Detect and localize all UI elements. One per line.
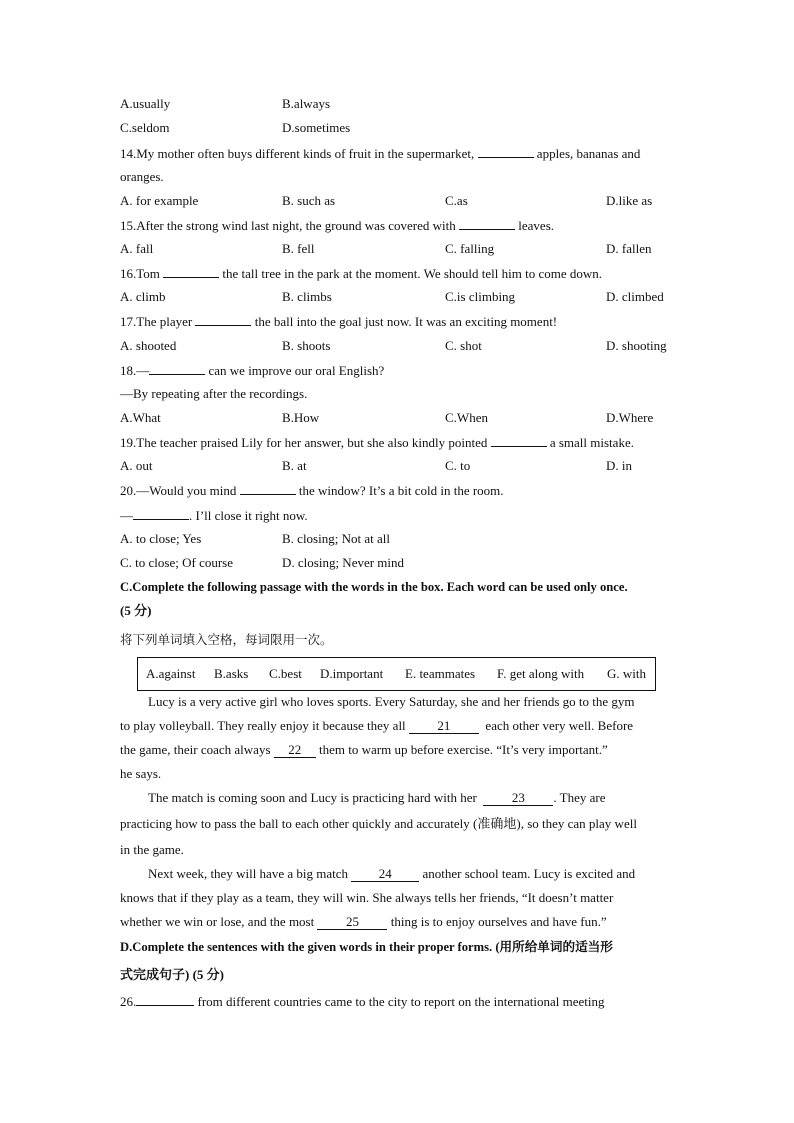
blank-24[interactable]: 24 <box>351 867 419 882</box>
blank-22[interactable]: 22 <box>274 743 316 758</box>
q20-option-a: A. to close; Yes <box>120 531 202 546</box>
passage-text: Next week, they will have a big match <box>148 866 348 881</box>
q16-text-b: the tall tree in the park at the moment. We should tell him to come down. <box>222 266 603 281</box>
q13-option-b: B.always <box>282 96 331 111</box>
passage-text: them to warm up before exercise. “It’s very important.” <box>319 742 608 757</box>
q16-text-a: 16.Tom <box>120 266 160 281</box>
q26-blank[interactable] <box>136 993 194 1006</box>
q19-question <box>120 434 634 451</box>
q19-text-a: 19.The teacher praised Lily for her answer, but she also kindly pointed <box>120 435 488 450</box>
q16-option-a: A. climb <box>120 289 166 304</box>
word-box-item-a: A.against <box>146 666 196 681</box>
q14-text-a: 14.My mother often buys different kinds of fruit in the supermarket, <box>120 146 475 161</box>
word-box-item-c: C.best <box>269 666 302 681</box>
q14-option-c: C.as <box>445 193 468 208</box>
q18-option-d: D.Where <box>606 410 654 425</box>
q20-text-a: 20.—Would you mind <box>120 483 237 498</box>
passage-p3-line2: knows that if they play as a team, they will win. She always tells her friends, “It doesn’t matter <box>120 890 614 905</box>
passage-p1-line3 <box>120 742 608 758</box>
q17-question <box>120 313 557 330</box>
word-box-item-b: B.asks <box>214 666 249 681</box>
q20-question <box>120 482 504 499</box>
q16-question <box>120 265 602 282</box>
word-box-item-g: G. with <box>607 666 646 681</box>
q13-option-a: A.usually <box>120 96 171 111</box>
q16-option-c: C.is climbing <box>445 289 516 304</box>
q15-option-c: C. falling <box>445 241 495 256</box>
word-box-item-e: E. teammates <box>405 666 476 681</box>
section-c-heading: C.Complete the following passage with the words in the box. Each word can be used only once. <box>120 580 628 594</box>
passage-text: to play volleyball. They really enjoy it because they all <box>120 718 406 733</box>
q17-option-b: B. shoots <box>282 338 331 353</box>
q13-option-c: C.seldom <box>120 120 170 135</box>
q17-option-d: D. shooting <box>606 338 667 353</box>
passage-text: The match is coming soon and Lucy is practicing hard with her <box>148 790 477 805</box>
blank-23[interactable]: 23 <box>483 791 553 806</box>
section-d-heading-cont: 式完成句子) (5 分) <box>120 967 224 982</box>
word-box-item-f: F. get along with <box>497 666 585 681</box>
q15-question <box>120 217 554 234</box>
passage-p3-line3 <box>120 914 607 930</box>
q16-blank[interactable] <box>163 265 219 278</box>
q20-reply-b: . I’ll close it right now. <box>189 508 308 523</box>
q16-option-b: B. climbs <box>282 289 332 304</box>
q18-option-a: A.What <box>120 410 161 425</box>
q18-option-b: B.How <box>282 410 320 425</box>
q18-text-a: 18.— <box>120 363 150 378</box>
q20-option-c: C. to close; Of course <box>120 555 234 570</box>
q13-option-d: D.sometimes <box>282 120 351 135</box>
q20-option-d: D. closing; Never mind <box>282 555 405 570</box>
q20-blank-2[interactable] <box>133 507 189 520</box>
q19-blank[interactable] <box>491 434 547 447</box>
q20-option-b: B. closing; Not at all <box>282 531 390 546</box>
q19-option-a: A. out <box>120 458 153 473</box>
section-c-score: (5 分) <box>120 603 152 618</box>
blank-21[interactable]: 21 <box>409 719 479 734</box>
q15-option-b: B. fell <box>282 241 315 256</box>
passage-p2-line1 <box>148 790 606 806</box>
passage-text: . They are <box>553 790 606 805</box>
passage-text: thing is to enjoy ourselves and have fun.” <box>390 914 607 929</box>
q15-option-d: D. fallen <box>606 241 652 256</box>
q20-blank-1[interactable] <box>240 482 296 495</box>
q17-text-b: the ball into the goal just now. It was an exciting moment! <box>254 314 558 329</box>
q18-text-b: can we improve our oral English? <box>208 363 385 378</box>
q20-text-b: the window? It’s a bit cold in the room. <box>298 483 504 498</box>
q20-reply <box>120 507 308 524</box>
q18-question <box>120 362 384 379</box>
passage-p2-line2: practicing how to pass the ball to each other quickly and accurately (准确地), so they can play well <box>120 816 637 831</box>
q18-option-c: C.When <box>445 410 488 425</box>
section-d-heading: D.Complete the sentences with the given words in their proper forms. (用所给单词的适当形 <box>120 940 613 954</box>
q17-blank[interactable] <box>195 313 251 326</box>
q15-blank[interactable] <box>459 217 515 230</box>
q19-text-b: a small mistake. <box>549 435 634 450</box>
q17-option-c: C. shot <box>445 338 482 353</box>
q15-option-a: A. fall <box>120 241 154 256</box>
passage-p1-line2 <box>120 718 633 734</box>
q19-option-c: C. to <box>445 458 471 473</box>
q20-reply-a: — <box>120 508 133 523</box>
q18-blank[interactable] <box>149 362 205 375</box>
q14-question-cont: oranges. <box>120 169 164 184</box>
q26-text: from different countries came to the city to report on the international meeting <box>197 994 605 1009</box>
q19-option-b: B. at <box>282 458 307 473</box>
q14-option-d: D.like as <box>606 193 653 208</box>
q17-option-a: A. shooted <box>120 338 177 353</box>
passage-text: whether we win or lose, and the most <box>120 914 315 929</box>
blank-25[interactable]: 25 <box>317 915 387 930</box>
passage-text: each other very well. Before <box>485 718 634 733</box>
q14-blank[interactable] <box>478 145 534 158</box>
section-c-instruction: 将下列单词填入空格，每词限用一次。 <box>120 632 333 647</box>
q16-option-d: D. climbed <box>606 289 664 304</box>
q15-text-b: leaves. <box>518 218 554 233</box>
passage-p2-line3: in the game. <box>120 842 184 857</box>
q14-option-a: A. for example <box>120 193 199 208</box>
q14-option-b: B. such as <box>282 193 336 208</box>
q18-reply: —By repeating after the recordings. <box>120 386 308 401</box>
q15-text-a: 15.After the strong wind last night, the ground was covered with <box>120 218 456 233</box>
passage-p3-line1 <box>148 866 635 882</box>
q14-text-b: apples, bananas and <box>536 146 641 161</box>
passage-text: another school team. Lucy is excited and <box>422 866 636 881</box>
q19-option-d: D. in <box>606 458 632 473</box>
q26-question <box>120 993 604 1010</box>
passage-p1-line4: he says. <box>120 766 162 781</box>
q14-question <box>120 145 640 162</box>
passage-text: the game, their coach always <box>120 742 271 757</box>
q26-number: 26. <box>120 994 137 1009</box>
q17-text-a: 17.The player <box>120 314 193 329</box>
word-box-item-d: D.important <box>320 666 384 681</box>
passage-p1-line1: Lucy is a very active girl who loves sports. Every Saturday, she and her friends go to the gym <box>148 694 635 709</box>
